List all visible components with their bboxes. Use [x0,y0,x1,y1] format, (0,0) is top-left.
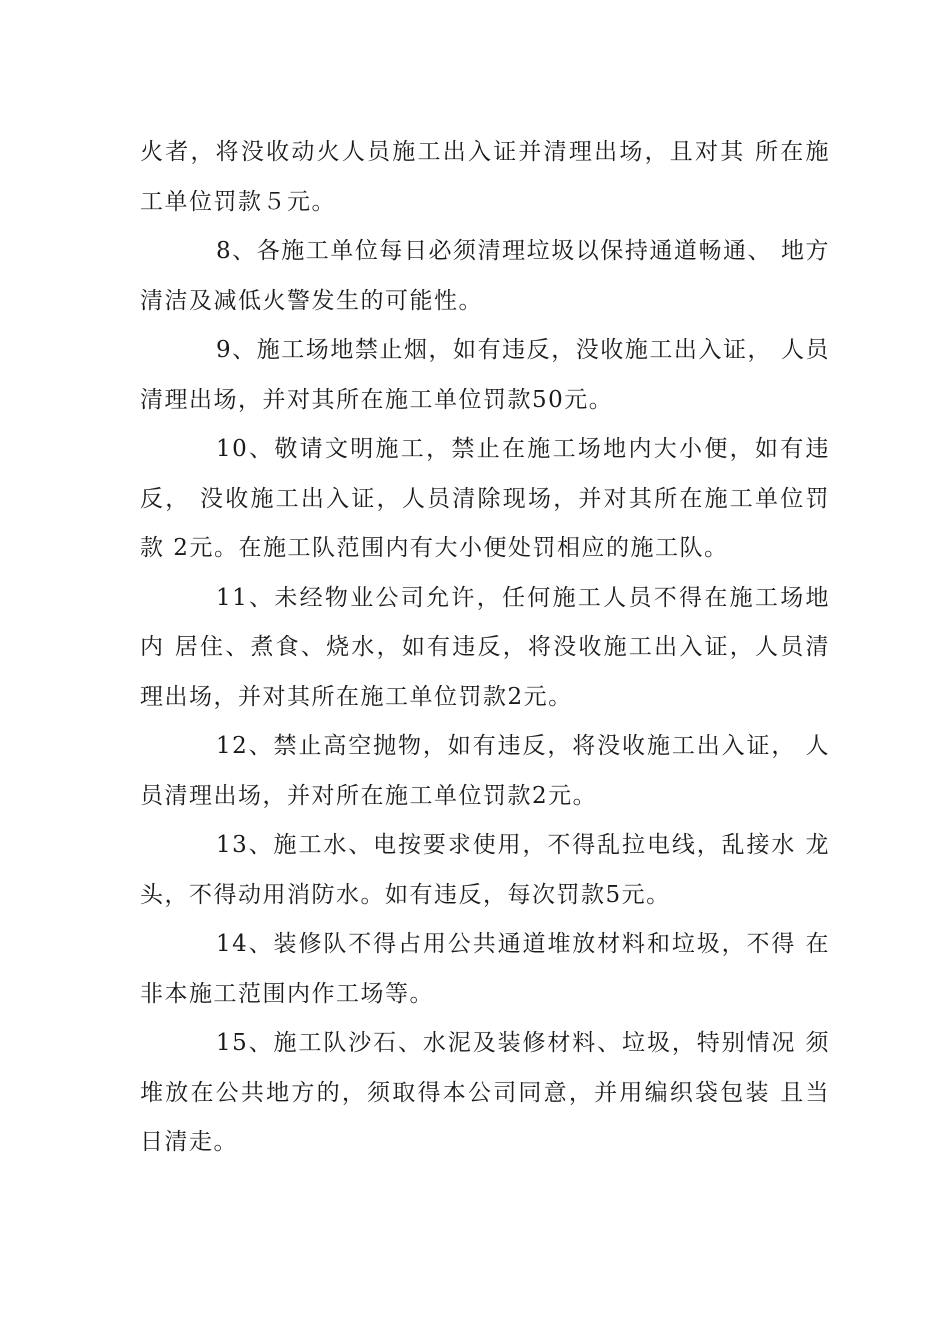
paragraph-continuation: 火者，将没收动火人员施工出入证并清理出场，且对其 所在施工单位罚款５元。 [140,139,830,215]
paragraph-item-12: 12、禁止高空抛物，如有违反，将没收施工出入证， 人员清理出场，并对所在施工单位罚款2元。 [140,733,830,809]
paragraph-item-10: 10、敬请文明施工，禁止在施工场地内大小便，如有违反， 没收施工出入证，人员清除现场，并对其所在施工单位罚款 2元。在施工队范围内有大小便处罚相应的施工队。 [140,436,830,561]
paragraph-item-8: 8、各施工单位每日必须清理垃圾以保持通道畅通、 地方清洁及减低火警发生的可能性。 [140,238,830,314]
paragraph-item-9: 9、施工场地禁止烟，如有违反，没收施工出入证， 人员清理出场，并对其所在施工单位罚款50元。 [140,337,830,413]
paragraph-item-13: 13、施工水、电按要求使用，不得乱拉电线，乱接水 龙头，不得动用消防水。如有违反，每次罚款5元。 [140,832,830,908]
paragraph-item-14: 14、装修队不得占用公共通道堆放材料和垃圾，不得 在非本施工范围内作工场等。 [140,931,830,1007]
paragraph-item-11: 11、未经物业公司允许，任何施工人员不得在施工场地内 居住、煮食、烧水，如有违反，将没收施工出入证，人员清理出场，并对其所在施工单位罚款2元。 [140,584,830,710]
paragraph-item-15: 15、施工队沙石、水泥及装修材料、垃圾，特别情况 须堆放在公共地方的，须取得本公司同意，并用编织袋包装 且当日清走。 [140,1030,830,1155]
document-body [140,128,830,1168]
